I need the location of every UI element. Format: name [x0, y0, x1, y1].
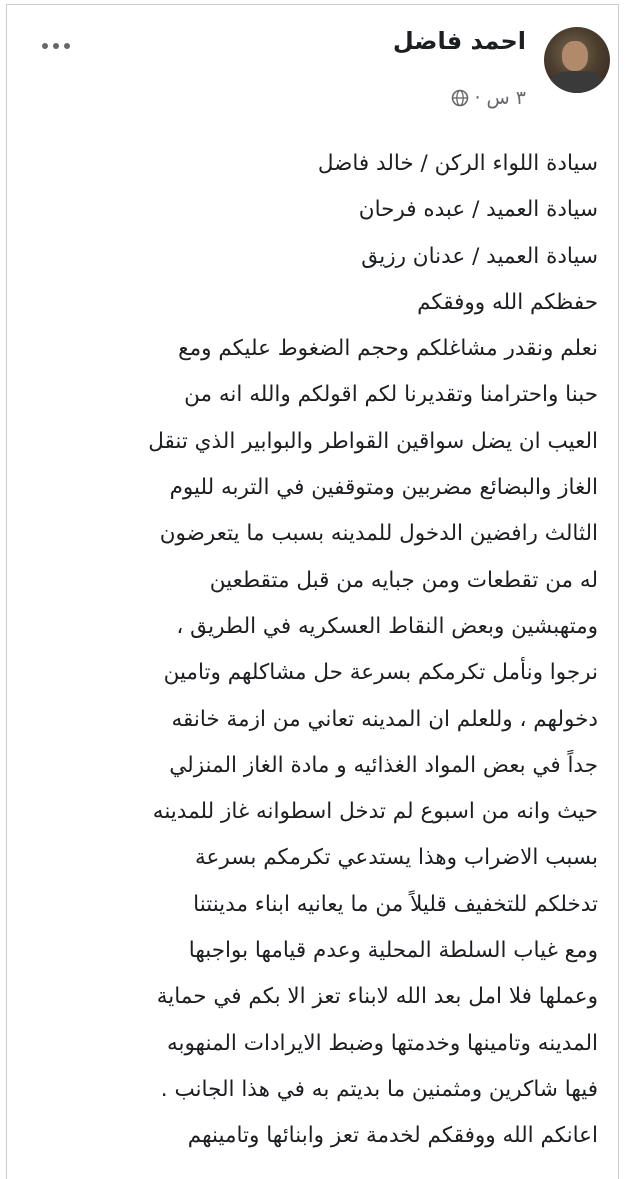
author-name[interactable]: احمد فاضل	[392, 27, 526, 55]
post-line: العيب ان يضل سواقين القواطر والبوابير الذي تنقل	[148, 428, 598, 454]
more-horizontal-icon	[42, 43, 48, 49]
post-line: له من تقطعات ومن جبايه من قبل متقطعين	[209, 567, 598, 593]
avatar-shoulders	[550, 71, 604, 93]
globe-icon	[451, 89, 469, 107]
post-body	[12, 141, 598, 1160]
post-line: وعملها فلا امل بعد الله لابناء تعز الا بكم في حماية	[156, 984, 598, 1010]
post-line: ومع غياب السلطة المحلية وعدم قيامها بواجبها	[188, 938, 598, 964]
post-line: المدينه وتامينها وخدمتها وضبط الايرادات المنهوبه	[166, 1030, 598, 1056]
post-line: سيادة اللواء الركن / خالد فاضل	[317, 151, 598, 176]
post-line: حيث وانه من اسبوع لم تدخل اسطوانه غاز للمدينه	[152, 799, 598, 825]
post-line: تدخلكم للتخفيف قليلاً من ما يعانيه ابناء مدينتنا	[193, 891, 598, 917]
post-line: جداً في بعض المواد الغذائيه و مادة الغاز المنزلي	[169, 752, 598, 778]
post-line: بسبب الاضراب وهذا يستدعي تكرمكم بسرعة	[195, 845, 598, 871]
post-meta	[451, 87, 527, 109]
post-line: دخولهم ، وللعلم ان المدينه تعاني من ازمة خانقه	[171, 706, 598, 732]
post-line: سيادة العميد / عدنان رزيق	[361, 243, 598, 269]
post-line: ومتهبشين وبعض النقاط العسكريه في الطريق ،	[176, 613, 598, 639]
avatar[interactable]	[544, 27, 610, 93]
post-line: الثالث رافضين الدخول للمدينه بسبب ما يتعرضون	[159, 521, 598, 547]
post-line: حفظكم الله ووفقكم	[417, 289, 598, 315]
post-line: نرجوا ونأمل تكرمكم بسرعة حل مشاكلهم وتامين	[163, 660, 598, 686]
more-options-button[interactable]	[35, 35, 77, 57]
more-dot	[53, 43, 59, 49]
post-line: حبنا واحترامنا وتقديرنا لكم اقولكم والله انه من	[184, 382, 598, 408]
timestamp[interactable]: ٣ س	[486, 87, 526, 109]
post-line: اعانكم الله ووفقكم لخدمة تعز وابنائها وتامينهم	[187, 1123, 598, 1149]
post-line: فيها شاكرين ومثمنين ما بديتم به في هذا الجانب .	[160, 1076, 598, 1102]
post-line: سيادة العميد / عبده فرحان	[358, 197, 598, 223]
post-line: الغاز والبضائع مضربين ومتوقفين في التربه لليوم	[169, 475, 598, 501]
post-card	[6, 4, 619, 1179]
meta-separator: ·	[474, 87, 481, 109]
more-dot	[64, 43, 70, 49]
avatar-face	[562, 41, 588, 71]
post-line: نعلم ونقدر مشاغلكم وحجم الضغوط عليكم ومع	[178, 336, 598, 362]
